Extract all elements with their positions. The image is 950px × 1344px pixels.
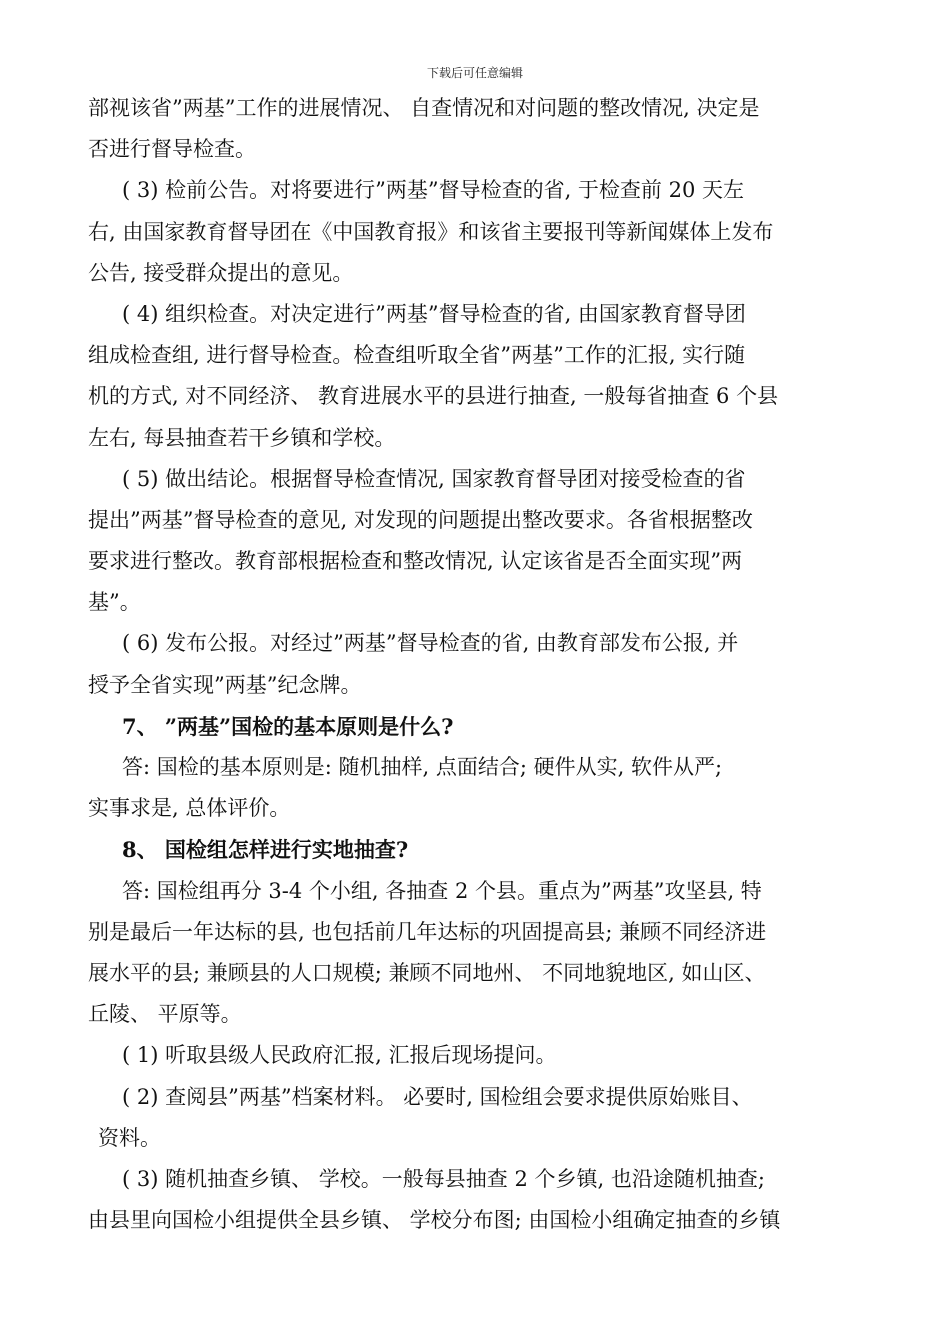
section-heading: 8、 国检组怎样进行实地抽查? [122, 837, 409, 863]
text-line: 由县里向国检小组提供全县乡镇、 学校分布图; 由国检小组确定抽查的乡镇 [88, 1208, 781, 1233]
text-line: 基”。 [88, 590, 141, 615]
text-line: 授予全省实现”两基”纪念牌。 [88, 672, 362, 697]
text-line: 组成检查组, 进行督导检查。检查组听取全省”两基”工作的汇报, 实行随 [88, 343, 746, 368]
section-heading: 7、 ”两基”国检的基本原则是什么? [122, 713, 454, 739]
text-line: 答: 国检组再分 3-4 个小组, 各抽查 2 个县。重点为”两基”攻坚县, 特 [122, 878, 762, 903]
document-body [88, 88, 866, 1241]
text-line: 丘陵、 平原等。 [88, 1002, 242, 1027]
text-line: 机的方式, 对不同经济、 教育进展水平的县进行抽查, 一般每省抽查 6 个县 [88, 384, 779, 409]
text-line: 要求进行整改。教育部根据检查和整改情况, 认定该省是否全面实现”两 [88, 549, 743, 574]
text-line: ( 1) 听取县级人民政府汇报, 汇报后现场提问。 [122, 1043, 557, 1068]
text-line: 实事求是, 总体评价。 [88, 796, 291, 821]
text-line: ( 3) 检前公告。对将要进行”两基”督导检查的省, 于检查前 20 天左 [122, 178, 744, 203]
text-line: 答: 国检的基本原则是: 随机抽样, 点面结合; 硬件从实, 软件从严; [122, 755, 723, 779]
text-line: 提出”两基”督导检查的意见, 对发现的问题提出整改要求。各省根据整改 [88, 507, 753, 532]
text-line: 右, 由国家教育督导团在《中国教育报》和该省主要报刊等新闻媒体上发布 [88, 219, 774, 244]
text-line: ( 5) 做出结论。根据督导检查情况, 国家教育督导团对接受检查的省 [122, 466, 746, 491]
text-line: 别是最后一年达标的县, 也包括前几年达标的巩固提高县; 兼顾不同经济进 [88, 919, 767, 944]
text-line: 左右, 每县抽查若干乡镇和学校。 [88, 425, 396, 450]
text-line: 否进行督导检查。 [88, 137, 256, 162]
text-line: ( 3) 随机抽查乡镇、 学校。一般每县抽查 2 个乡镇, 也沿途随机抽查; [122, 1166, 765, 1191]
page-header: 下载后可任意编辑 [426, 66, 523, 80]
text-line: ( 6) 发布公报。对经过”两基”督导检查的省, 由教育部发布公报, 并 [122, 631, 739, 656]
text-line: 部视该省”两基”工作的进展情况、 自查情况和对问题的整改情况, 决定是 [88, 96, 760, 120]
text-line: 展水平的县; 兼顾县的人口规模; 兼顾不同地州、 不同地貌地区, 如山区、 [88, 960, 766, 985]
text-line: ( 4) 组织检查。对决定进行”两基”督导检查的省, 由国家教育督导团 [122, 301, 746, 326]
text-line: 资料。 [98, 1125, 161, 1150]
text-line: 公告, 接受群众提出的意见。 [88, 260, 354, 285]
text-line: ( 2) 查阅县”两基”档案材料。 必要时, 国检组会要求提供原始账目、 [122, 1084, 753, 1109]
